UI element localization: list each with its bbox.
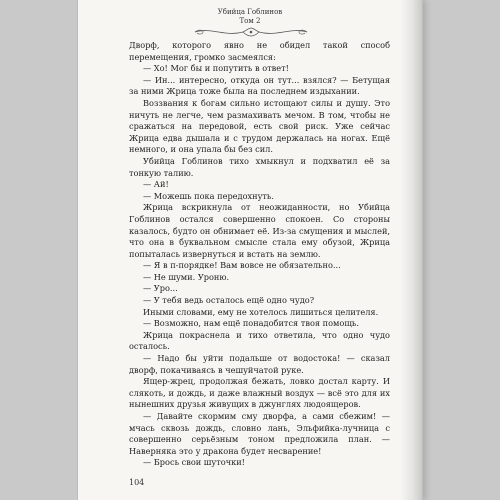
ornament-flourish-icon <box>191 26 311 38</box>
book-page <box>78 0 422 500</box>
paragraph: Убийца Гоблинов тихо хмыкнул и подхватил её за тонкую талию. <box>129 155 390 178</box>
paragraph: Иными словами, ему не хотелось лишиться целителя. <box>143 306 379 317</box>
running-head-title: Убийца Гоблинов <box>217 8 283 16</box>
running-head-volume: Том 2 <box>239 17 261 25</box>
paragraph: — Можешь пока передохнуть. <box>143 190 274 201</box>
paragraph: — Уро... <box>143 283 178 294</box>
paragraph: — У тебя ведь осталось ещё одно чудо? <box>143 295 315 306</box>
paragraph: — Хо! Мог бы и попутить в ответ! <box>143 63 289 74</box>
paragraph: — Надо бы уйти подальше от водостока! — сказал дворф, покачиваясь в чешуйчатой руке. <box>129 353 390 375</box>
paragraph: — Возможно, нам ещё понадобится твоя помощь. <box>143 318 359 329</box>
paragraph: — Давайте скормим сму дворфа, а сами сбежим! — мчась сквозь дождь, словно лань, Эльфийка-лучница с совершенно серьёзным тоном предложила план. — Наверняка это у дракона будет несварение! <box>129 411 390 456</box>
paragraph: — Я в п-порядке! Вам вовсе не обязательно... <box>143 260 341 271</box>
paragraph: — Ин... интересно, откуда он тут... взялся? — Бетущая за ними Жрица тоже была на последнем издыхании. <box>129 74 390 97</box>
paragraph: Жрица вскрикнула от неожиданности, но Убийца Гоблинов остался совершенно спокоен. Со стороны казалось, будто он обнимает её. Из-за смущения и мыслей, что она в буквальном смысле стала ему обузой, Жрица попыталась извернуться и встать на землю. <box>129 202 390 259</box>
paragraph: Воззвания к богам сильно истощают силы и душу. Это ничуть не легче, чем размахивать мечом. В том, чтобы не сражаться на передовой, есть свой риск. Уже сейчас Жрица едва дышала и с трудом держалась на ногах. Ещё немного, и она упала бы без сил. <box>129 97 390 155</box>
page-spine-shadow <box>400 0 422 500</box>
body-text <box>129 40 390 469</box>
paragraph: — Брось свои шуточки! <box>143 457 245 468</box>
paragraph: Ящер-жрец, продолжая бежать, ловко достал карту. И слякоть, и дождь, и даже влажный воздух — всё это для их нынешних друзья живущих в джунглях людоящеров. <box>129 376 390 410</box>
paragraph: Жрица покраснела и тихо ответила, что одно чудо осталось. <box>129 329 390 352</box>
paragraph: — Не шуми. Уроню. <box>143 271 230 282</box>
paragraph: Дворф, которого явно не обидел такой способ перемещения, громко засмеялся: <box>129 40 390 62</box>
paragraph: — Ай! <box>143 179 169 190</box>
page-number: 104 <box>129 478 145 487</box>
